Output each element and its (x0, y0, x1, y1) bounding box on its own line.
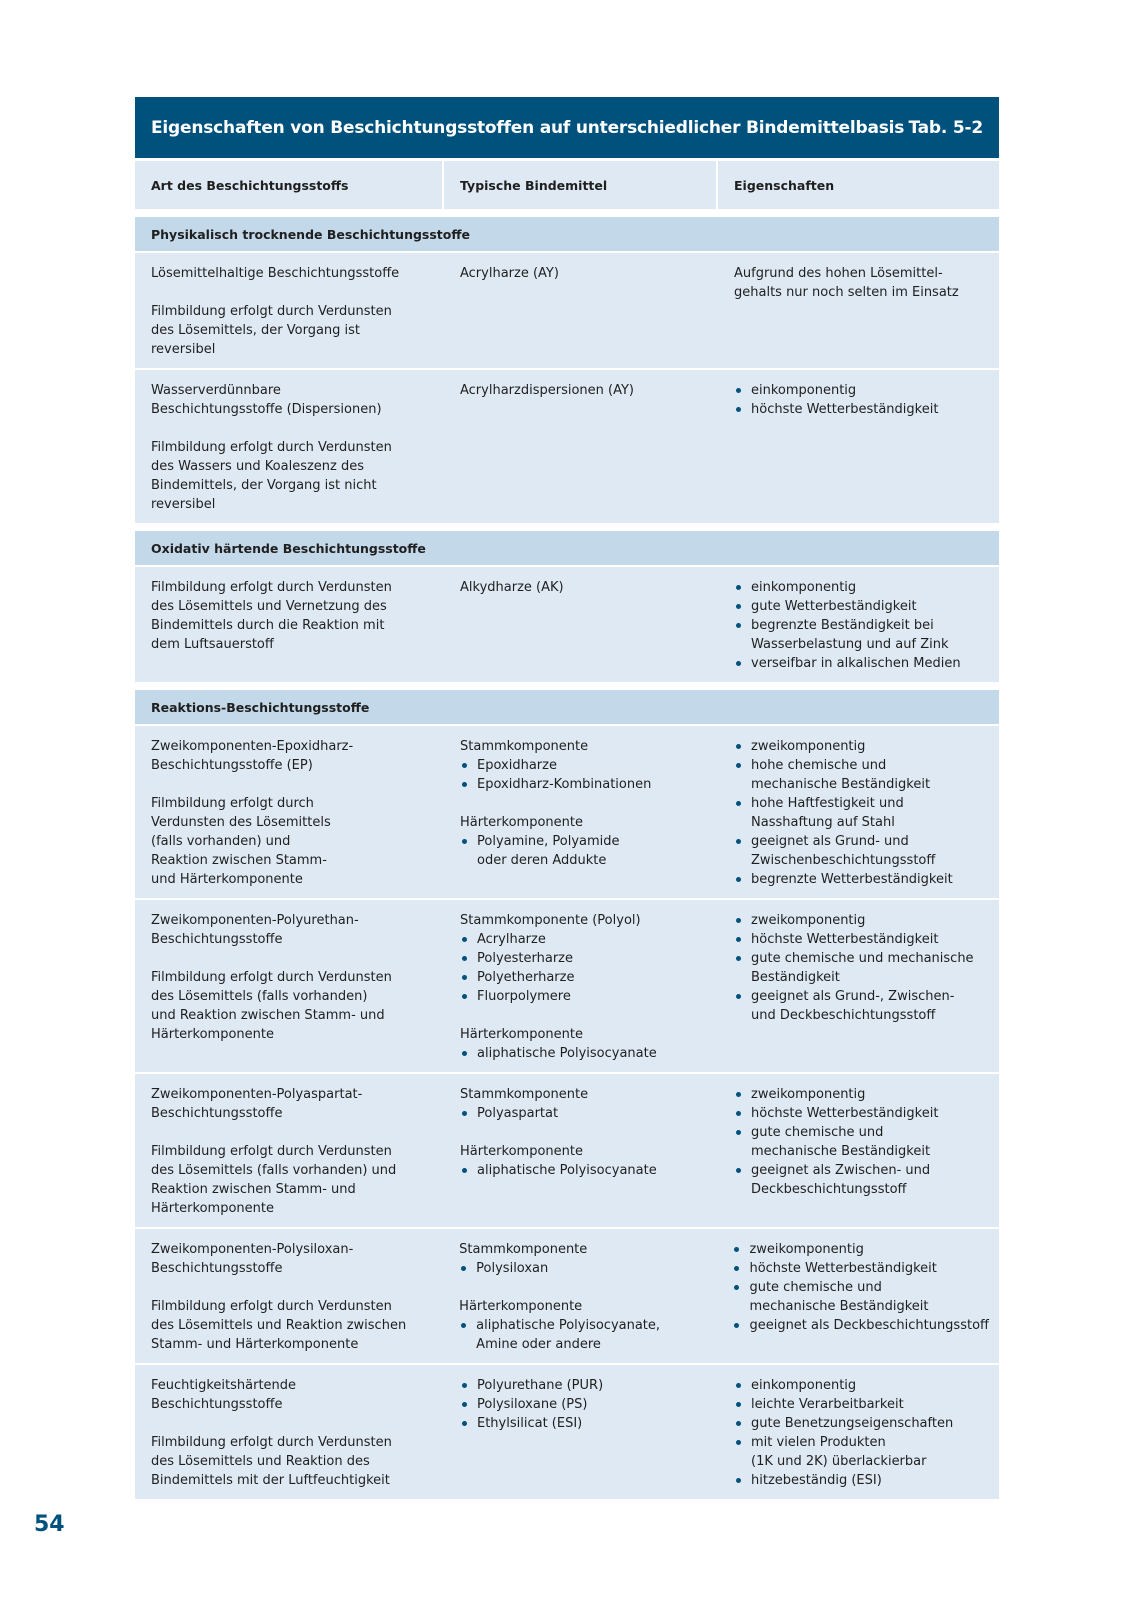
bullet-text: einkomponentig (751, 580, 857, 595)
bullet-text: geeignet als Deckbeschichtungsstoff (749, 1318, 989, 1333)
bullet-item (734, 381, 989, 400)
section-heading: Oxidativ härtende Beschichtungsstoffe (135, 531, 999, 565)
cell-text: und Härterkomponente (151, 872, 303, 887)
bullet-text: zweikomponentig (751, 1087, 866, 1102)
cell-text: des Lösemittels (falls vorhanden) und (151, 1163, 397, 1178)
cell-text: Filmbildung erfolgt durch (151, 796, 314, 811)
cell-text: des Lösemittels und Reaktion zwischen (151, 1318, 407, 1333)
coating-type-cell (135, 1240, 443, 1354)
cell-text: Stammkomponente (Polyol) (460, 913, 641, 928)
cell-text: Zweikomponenten-Polyaspartat- (151, 1087, 363, 1102)
bullet-text: Nasshaftung auf Stahl (751, 815, 895, 830)
properties-cell (716, 1240, 999, 1354)
coating-type-cell (135, 578, 444, 673)
bullet-text: Epoxidharz-Kombinationen (477, 777, 652, 792)
bullet-text: Epoxidharze (477, 758, 557, 773)
bullet-text: aliphatische Polyisocyanate (477, 1046, 657, 1061)
bullet-item (460, 949, 718, 968)
properties-cell (718, 578, 999, 673)
bullet-item (734, 1104, 989, 1123)
paragraph-gap (459, 1278, 716, 1297)
bullet-item (460, 1161, 718, 1180)
bullet-item (734, 400, 989, 419)
bullet-item (734, 911, 989, 930)
coating-type-cell (135, 1376, 444, 1490)
cell-text: Filmbildung erfolgt durch Verdunsten (151, 440, 392, 455)
cell-text: Beschichtungsstoffe (151, 1106, 283, 1121)
bullet-text: Polyurethane (PUR) (477, 1378, 604, 1393)
bullet-text: hohe chemische und (751, 758, 887, 773)
paragraph-gap (151, 1414, 444, 1433)
cell-text: Beschichtungsstoffe (Dispersionen) (151, 402, 382, 417)
bullet-text: begrenzte Wetterbeständigkeit (751, 872, 953, 887)
bullet-text: mechanische Beständigkeit (751, 777, 931, 792)
bullet-text: hitzebeständig (ESI) (751, 1473, 882, 1488)
bullet-item (734, 1471, 989, 1490)
bullet-text: (1K und 2K) überlackierbar (751, 1454, 927, 1469)
cell-text: Härterkomponente (151, 1201, 274, 1216)
bullet-text: zweikomponentig (751, 913, 866, 928)
bullet-item (460, 1104, 718, 1123)
bullet-item (734, 794, 989, 832)
cell-text: Filmbildung erfolgt durch Verdunsten (151, 1299, 392, 1314)
paragraph-gap (460, 794, 718, 813)
bullet-item (734, 930, 989, 949)
bullet-item (732, 1240, 989, 1259)
cell-text: Beschichtungsstoffe (151, 932, 283, 947)
cell-text: Stamm- und Härterkomponente (151, 1337, 359, 1352)
bullet-text: einkomponentig (751, 1378, 857, 1393)
bullet-text: mechanische Beständigkeit (751, 1144, 931, 1159)
bullet-item (732, 1259, 989, 1278)
binder-cell (444, 264, 718, 359)
bullet-item (734, 578, 989, 597)
paragraph-gap (151, 1123, 444, 1142)
binder-cell (444, 578, 718, 673)
coating-type-cell (135, 264, 444, 359)
paragraph-gap (151, 419, 444, 438)
cell-text: (falls vorhanden) und (151, 834, 291, 849)
paragraph-gap (460, 1006, 718, 1025)
bullet-text: gute chemische und (749, 1280, 882, 1295)
cell-text: Härterkomponente (459, 1299, 583, 1314)
bullet-item (734, 654, 989, 673)
table-row (135, 1227, 999, 1363)
bullet-text: Polyamine, Polyamide (477, 834, 620, 849)
cell-text: dem Luftsauerstoff (151, 637, 274, 652)
bullet-text: aliphatische Polyisocyanate, (476, 1318, 661, 1333)
coating-type-cell (135, 737, 444, 889)
table-section (135, 690, 999, 1499)
bullet-item (460, 987, 718, 1006)
cell-text: Härterkomponente (460, 815, 583, 830)
bullet-text: und Deckbeschichtungsstoff (751, 1008, 936, 1023)
paragraph-gap (151, 1278, 443, 1297)
cell-text: Filmbildung erfolgt durch Verdunsten (151, 1144, 392, 1159)
cell-text: Aufgrund des hohen Lösemittel- (734, 266, 943, 281)
paragraph-gap (151, 775, 444, 794)
bullet-item (734, 1376, 989, 1395)
table-row (135, 724, 999, 898)
bullet-item (732, 1278, 989, 1316)
cell-text: Lösemittelhaltige Beschichtungsstoffe (151, 266, 400, 281)
binder-cell (444, 737, 718, 889)
bullet-text: geeignet als Grund-, Zwischen- (751, 989, 955, 1004)
binder-cell (444, 1085, 718, 1218)
bullet-item (459, 1316, 716, 1354)
cell-text: Bindemittels durch die Reaktion mit (151, 618, 385, 633)
table-row (135, 1363, 999, 1499)
cell-text: Stammkomponente (460, 1087, 589, 1102)
bullet-text: hohe Haftfestigkeit und (751, 796, 904, 811)
table-section (135, 531, 999, 682)
cell-text: Alkydharze (AK) (460, 580, 564, 595)
bullet-text: Wasserbelastung und auf Zink (751, 637, 949, 652)
cell-text: Beschichtungsstoffe (EP) (151, 758, 313, 773)
bullet-text: aliphatische Polyisocyanate (477, 1163, 657, 1178)
bullet-item (734, 1085, 989, 1104)
bullet-text: Zwischenbeschichtungsstoff (751, 853, 936, 868)
bullet-text: zweikomponentig (751, 739, 866, 754)
coating-type-cell (135, 381, 444, 514)
bullet-item (460, 1044, 718, 1063)
table-title-bar (135, 97, 999, 158)
cell-text: des Lösemittels und Reaktion des (151, 1454, 370, 1469)
properties-cell (718, 1376, 999, 1490)
bullet-item (734, 1161, 989, 1199)
paragraph-gap (151, 283, 444, 302)
table-title: Eigenschaften von Beschichtungsstoffen auf unterschiedlicher Bindemittelbasis (151, 117, 905, 138)
bullet-item (734, 949, 989, 987)
bullet-item (734, 987, 989, 1025)
cell-text: Zweikomponenten-Polysiloxan- (151, 1242, 354, 1257)
bullet-text: gute Wetterbeständigkeit (751, 599, 917, 614)
bullet-text: Polyetherharze (477, 970, 575, 985)
bullet-item (460, 832, 718, 870)
table-section (135, 217, 999, 523)
coating-properties-table (135, 97, 999, 1499)
bullet-item (734, 832, 989, 870)
properties-cell (718, 1085, 999, 1218)
cell-text: Filmbildung erfolgt durch Verdunsten (151, 1435, 392, 1450)
cell-text: Beschichtungsstoffe (151, 1397, 283, 1412)
page-number: 54 (34, 1512, 65, 1537)
column-header-properties: Eigenschaften (734, 177, 835, 193)
cell-text: Stammkomponente (460, 739, 589, 754)
cell-text: und Reaktion zwischen Stamm- und (151, 1008, 385, 1023)
bullet-item (460, 930, 718, 949)
bullet-text: Beständigkeit (751, 970, 840, 985)
cell-text: des Lösemittels und Vernetzung des (151, 599, 387, 614)
table-row (135, 898, 999, 1072)
table-header-row (135, 161, 999, 209)
coating-type-cell (135, 911, 444, 1063)
bullet-text: gute chemische und (751, 1125, 884, 1140)
section-heading: Reaktions-Beschichtungsstoffe (135, 690, 999, 724)
bullet-item (734, 1123, 989, 1161)
paragraph-gap (151, 949, 444, 968)
column-header-binders: Typische Bindemittel (444, 161, 718, 209)
cell-text: reversibel (151, 342, 216, 357)
bullet-text: Amine oder andere (476, 1337, 601, 1352)
bullet-text: mechanische Beständigkeit (749, 1299, 929, 1314)
bullet-text: höchste Wetterbeständigkeit (751, 1106, 939, 1121)
bullet-text: Polyesterharze (477, 951, 573, 966)
column-header-coating-type: Art des Beschichtungsstoffs (135, 161, 444, 209)
bullet-item (734, 1433, 989, 1471)
cell-text: Härterkomponente (460, 1144, 583, 1159)
cell-text: Acrylharzdispersionen (AY) (460, 383, 634, 398)
paragraph-gap (460, 1123, 718, 1142)
coating-type-cell (135, 1085, 444, 1218)
binder-cell (444, 381, 718, 514)
cell-text: Reaktion zwischen Stamm- und (151, 1182, 356, 1197)
bullet-text: Polyaspartat (477, 1106, 559, 1121)
binder-cell (443, 1240, 716, 1354)
bullet-item (732, 1316, 989, 1335)
cell-text: reversibel (151, 497, 216, 512)
bullet-text: Polysiloxane (PS) (477, 1397, 588, 1412)
binder-cell (444, 1376, 718, 1490)
cell-text: Zweikomponenten-Epoxidharz- (151, 739, 354, 754)
cell-text: Verdunsten des Lösemittels (151, 815, 331, 830)
cell-text: des Lösemittels (falls vorhanden) (151, 989, 368, 1004)
table-row (135, 1072, 999, 1227)
table-row (135, 251, 999, 368)
cell-text: Filmbildung erfolgt durch Verdunsten (151, 580, 392, 595)
bullet-text: höchste Wetterbeständigkeit (749, 1261, 937, 1276)
bullet-item (460, 1376, 718, 1395)
cell-text: Härterkomponente (460, 1027, 583, 1042)
bullet-item (734, 737, 989, 756)
bullet-text: Acrylharze (477, 932, 546, 947)
section-heading: Physikalisch trocknende Beschichtungsstoffe (135, 217, 999, 251)
bullet-text: höchste Wetterbeständigkeit (751, 932, 939, 947)
cell-text: Reaktion zwischen Stamm- (151, 853, 327, 868)
bullet-text: einkomponentig (751, 383, 857, 398)
bullet-text: gute Benetzungseigenschaften (751, 1416, 954, 1431)
bullet-item (460, 1414, 718, 1433)
cell-text: Bindemittels mit der Luftfeuchtigkeit (151, 1473, 390, 1488)
table-body (135, 217, 999, 1499)
bullet-text: geeignet als Zwischen- und (751, 1163, 931, 1178)
bullet-text: Fluorpolymere (477, 989, 571, 1004)
bullet-text: begrenzte Beständigkeit bei (751, 618, 934, 633)
bullet-item (734, 1414, 989, 1433)
table-row (135, 368, 999, 523)
bullet-item (734, 870, 989, 889)
bullet-item (734, 597, 989, 616)
bullet-item (460, 1395, 718, 1414)
properties-cell (718, 737, 999, 889)
bullet-text: Polysiloxan (476, 1261, 549, 1276)
cell-text: gehalts nur noch selten im Einsatz (734, 285, 959, 300)
bullet-item (734, 756, 989, 794)
bullet-text: geeignet als Grund- und (751, 834, 909, 849)
cell-text: Acrylharze (AY) (460, 266, 559, 281)
bullet-item (460, 756, 718, 775)
bullet-item (459, 1259, 716, 1278)
bullet-item (734, 616, 989, 654)
bullet-item (460, 968, 718, 987)
cell-text: Bindemittels, der Vorgang ist nicht (151, 478, 377, 493)
bullet-text: oder deren Addukte (477, 853, 607, 868)
bullet-item (460, 775, 718, 794)
cell-text: des Lösemittels, der Vorgang ist (151, 323, 361, 338)
properties-cell (718, 264, 999, 359)
cell-text: Filmbildung erfolgt durch Verdunsten (151, 304, 392, 319)
table-number: Tab. 5-2 (908, 117, 983, 138)
bullet-text: zweikomponentig (749, 1242, 864, 1257)
bullet-item (734, 1395, 989, 1414)
cell-text: Feuchtigkeitshärtende (151, 1378, 297, 1393)
cell-text: Filmbildung erfolgt durch Verdunsten (151, 970, 392, 985)
cell-text: Beschichtungsstoffe (151, 1261, 283, 1276)
bullet-text: gute chemische und mechanische (751, 951, 974, 966)
bullet-text: höchste Wetterbeständigkeit (751, 402, 939, 417)
bullet-text: verseifbar in alkalischen Medien (751, 656, 961, 671)
bullet-text: Ethylsilicat (ESI) (477, 1416, 583, 1431)
bullet-text: Deckbeschichtungsstoff (751, 1182, 907, 1197)
cell-text: des Wassers und Koaleszenz des (151, 459, 365, 474)
table-row (135, 565, 999, 682)
bullet-text: mit vielen Produkten (751, 1435, 886, 1450)
bullet-text: leichte Verarbeitbarkeit (751, 1397, 904, 1412)
cell-text: Wasserverdünnbare (151, 383, 281, 398)
binder-cell (444, 911, 718, 1063)
cell-text: Zweikomponenten-Polyurethan- (151, 913, 359, 928)
cell-text: Stammkomponente (459, 1242, 588, 1257)
properties-cell (718, 381, 999, 514)
properties-cell (718, 911, 999, 1063)
cell-text: Härterkomponente (151, 1027, 274, 1042)
